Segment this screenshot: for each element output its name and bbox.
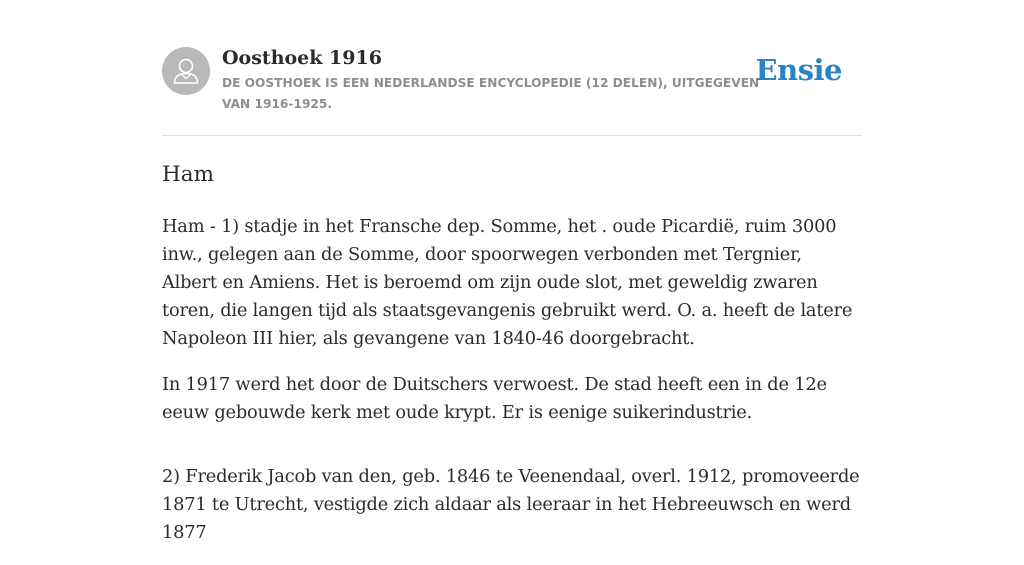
entry-body [162, 213, 862, 565]
source-description: DE OOSTHOEK IS EEN NEDERLANDSE ENCYCLOPEDIE (12 DELEN), UITGEGEVEN VAN 1916-1925. [222, 76, 760, 111]
source-header [162, 0, 862, 136]
source-name[interactable]: Oosthoek 1916 [222, 47, 382, 69]
entry-title: Ham [162, 162, 214, 187]
entry-page [162, 0, 862, 543]
user-silhouette-icon [162, 47, 210, 95]
entry-paragraph-1: Ham - 1) stadje in het Fransche dep. Somme, het . oude Picardië, ruim 3000 inw., gelegen aan de Somme, door spoorwegen verbonden met Tergnier, Albert en Amiens. Het is beroemd om zijn oude slot, met geweldig zwaren toren, die langen tijd als staatsgevangenis gebruikt werd. O. a. heeft de latere Napoleon III hier, als gevangene van 1840-46 doorgebracht. [162, 216, 853, 349]
site-logo[interactable]: Ensie [755, 53, 842, 87]
entry-paragraph-2: In 1917 werd het door de Duitschers verwoest. De stad heeft een in de 12e eeuw gebouwde kerk met oude krypt. Er is eenige suikerindustrie. [162, 374, 827, 423]
source-avatar[interactable] [162, 47, 210, 95]
entry-paragraph-3: 2) Frederik Jacob van den, geb. 1846 te Veenendaal, overl. 1912, promoveerde 1871 te Utrecht, vestigde zich aldaar als leeraar in het Hebreeuwsch en werd 1877 [162, 466, 860, 543]
